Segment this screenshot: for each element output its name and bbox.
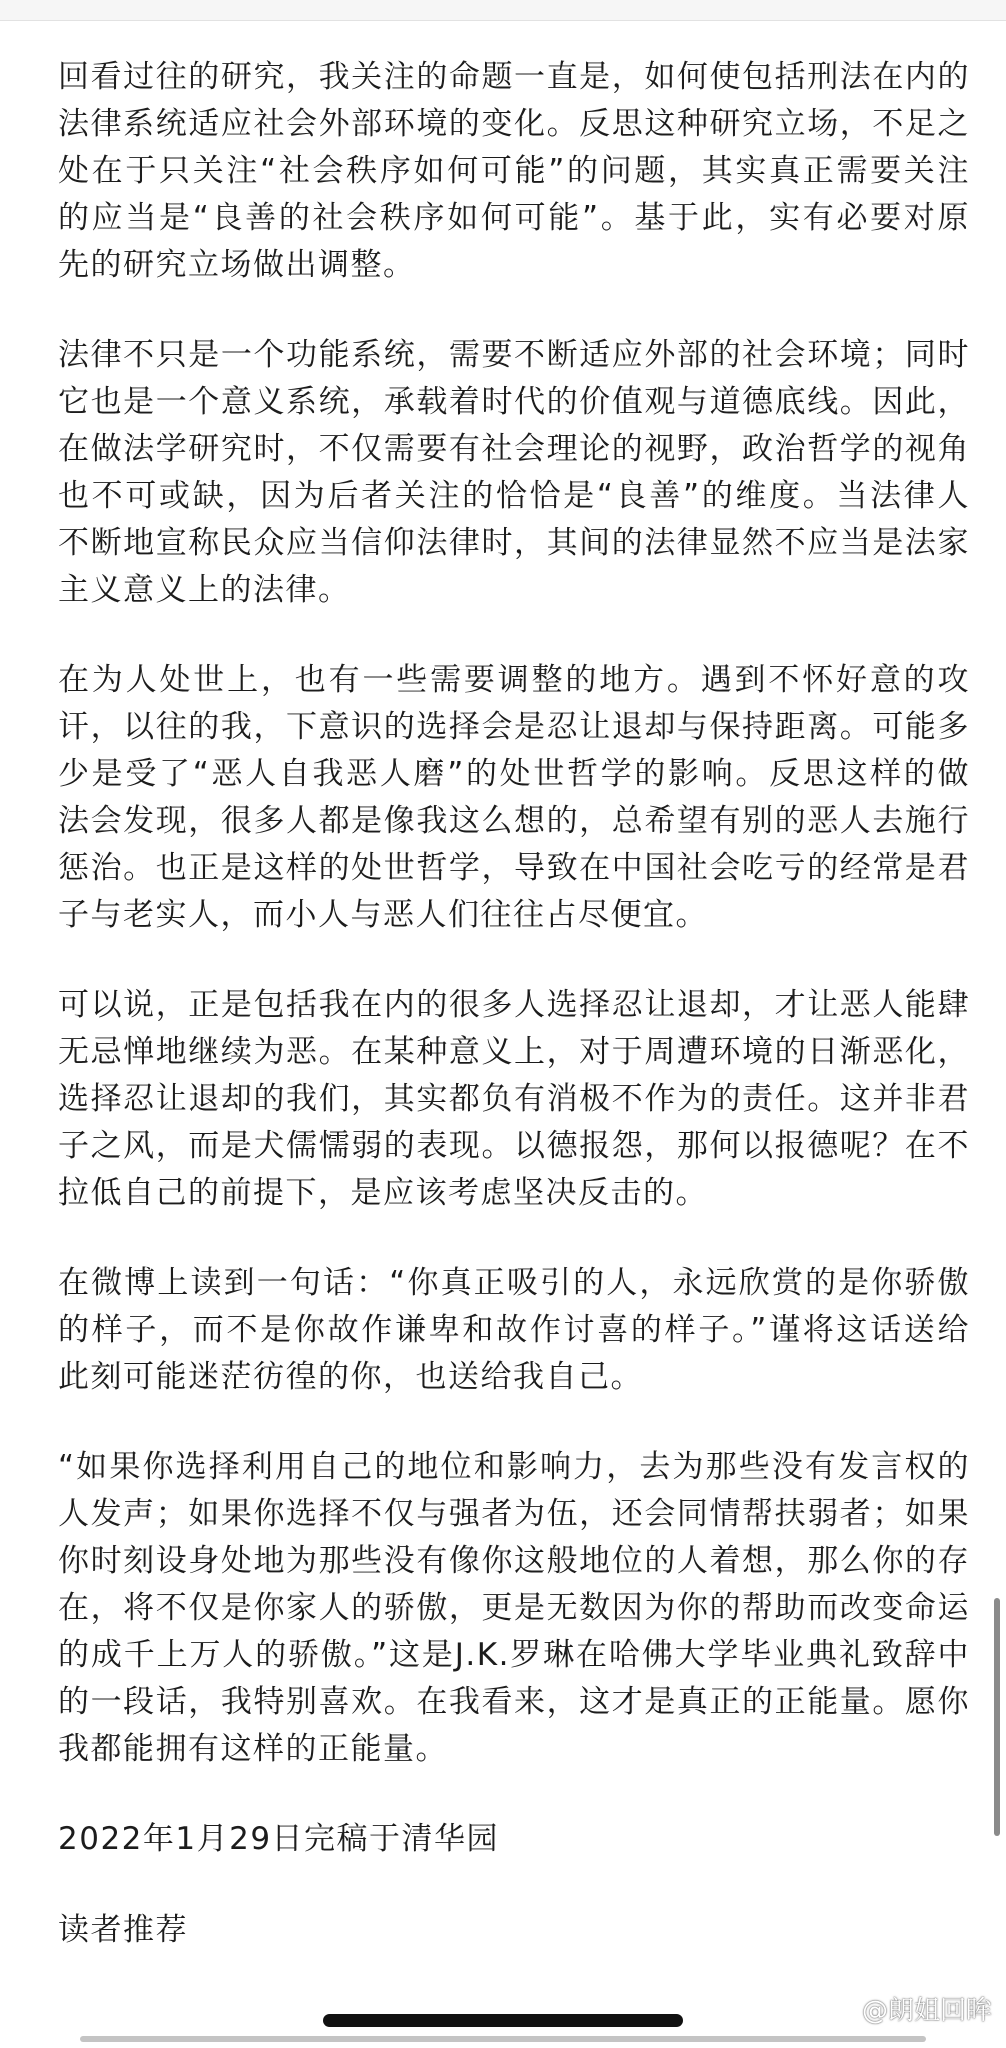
weibo-watermark <box>818 1988 992 2028</box>
top-status-strip <box>0 0 1006 21</box>
paragraph: “如果你选择利用自己的地位和影响力，去为那些没有发言权的人发声；如果你选择不仅与强者为伍，还会同情帮扶弱者；如果你时刻设身处地为那些没有像你这般地位的人着想，那么你的存在，将不仅是你家人的骄傲，更是无数因为你的帮助而改变命运的成千上万人的骄傲。”这是J.K.罗琳在哈佛大学毕业典礼致辞中的一段话，我特别喜欢。在我看来，这才是真正的正能量。愿你我都能拥有这样的正能量。 <box>58 1449 970 1767</box>
vertical-scrollbar[interactable] <box>994 1598 1000 1836</box>
horizontal-scrollbar[interactable] <box>80 2036 926 2042</box>
watermark-text: @朗姐回眸 <box>861 1995 992 2026</box>
paragraph: 可以说，正是包括我在内的很多人选择忍让退却，才让恶人能肆无忌惮地继续为恶。在某种意义上，对于周遭环境的日渐恶化，选择忍让退却的我们，其实都负有消极不作为的责任。这并非君子之风，而是犬儒懦弱的表现。以德报怨，那何以报德呢？在不拉低自己的前提下，是应该考虑坚决反击的。 <box>58 987 970 1211</box>
paragraph: 法律不只是一个功能系统，需要不断适应外部的社会环境；同时它也是一个意义系统，承载着时代的价值观与道德底线。因此，在做法学研究时，不仅需要有社会理论的视野，政治哲学的视角也不可或缺，因为后者关注的恰恰是“良善”的维度。当法律人不断地宣称民众应当信仰法律时，其间的法律显然不应当是法家主义意义上的法律。 <box>58 337 970 608</box>
date-line: 2022年1月29日完稿于清华园 <box>58 1821 500 1857</box>
weibo-logo-icon <box>818 1991 858 2025</box>
article-body <box>58 54 970 1954</box>
paragraph: 在为人处世上，也有一些需要调整的地方。遇到不怀好意的攻讦，以往的我，下意识的选择会是忍让退却与保持距离。可能多少是受了“恶人自我恶人磨”的处世哲学的影响。反思这样的做法会发现，很多人都是像我这么想的，总希望有别的恶人去施行惩治。也正是这样的处世哲学，导致在中国社会吃亏的经常是君子与老实人，而小人与恶人们往往占尽便宜。 <box>58 662 970 933</box>
reader-recommend-link[interactable]: 读者推荐 <box>58 1912 188 1948</box>
home-indicator[interactable] <box>323 2014 683 2027</box>
paragraph: 在微博上读到一句话：“你真正吸引的人，永远欣赏的是你骄傲的样子，而不是你故作谦卑和故作讨喜的样子。”谨将这话送给此刻可能迷茫彷徨的你，也送给我自己。 <box>58 1265 970 1395</box>
paragraph: 回看过往的研究，我关注的命题一直是，如何使包括刑法在内的法律系统适应社会外部环境的变化。反思这种研究立场，不足之处在于只关注“社会秩序如何可能”的问题，其实真正需要关注的应当是“良善的社会秩序如何可能”。基于此，实有必要对原先的研究立场做出调整。 <box>58 59 970 283</box>
